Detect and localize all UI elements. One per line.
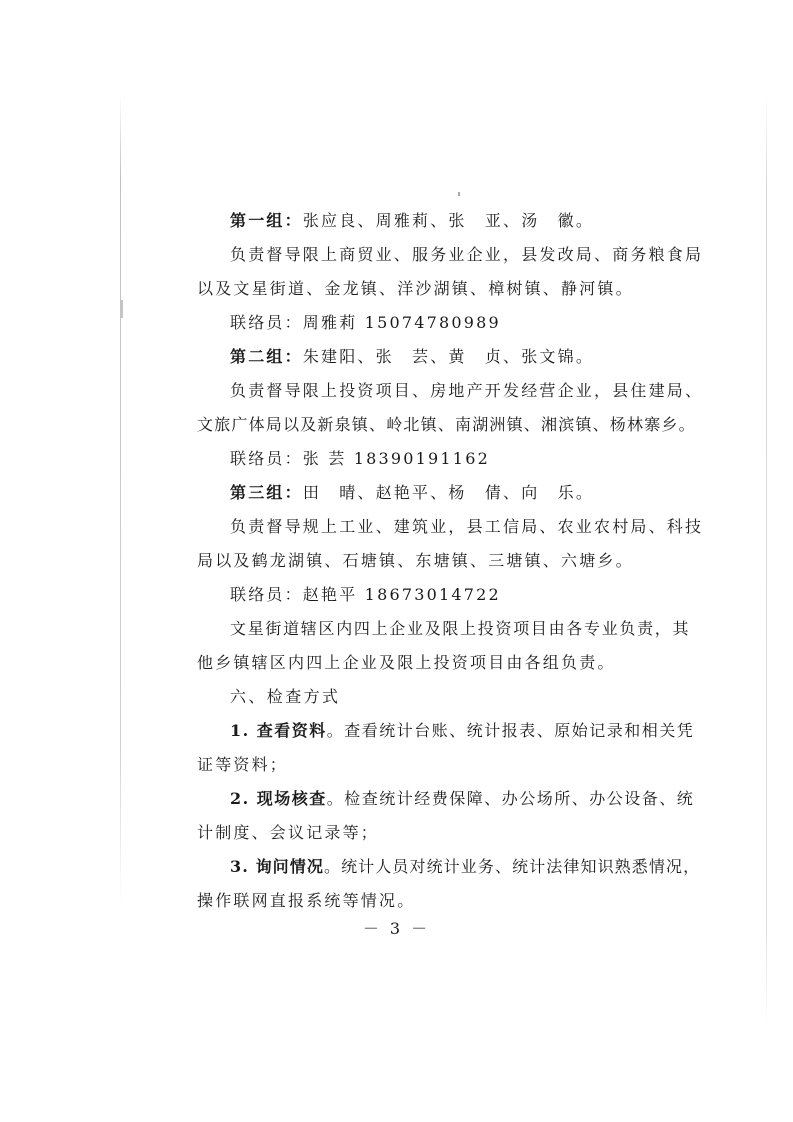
group-one-contact: 联络员：周雅莉 15074780989 xyxy=(230,313,501,332)
group-one-duty-line-2: 以及文星街道、金龙镇、洋沙湖镇、樟树镇、静河镇。 xyxy=(197,279,634,298)
group-three-duty-line-1: 负责督导规上工业、建筑业，县工信局、农业农村局、科技 xyxy=(230,517,704,536)
group-three-members xyxy=(230,483,594,503)
group-three-duty-line-2: 局以及鹤龙湖镇、石塘镇、东塘镇、三塘镇、六塘乡。 xyxy=(197,551,634,570)
group-one-label: 第一组： xyxy=(230,211,303,230)
scan-edge-right xyxy=(766,95,767,1025)
scan-dot xyxy=(458,192,460,196)
group-two-duty-line-1: 负责督导限上投资项目、房地产开发经营企业，县住建局、 xyxy=(230,381,704,400)
method-item-1-title: 1. 查看资料 xyxy=(230,721,327,740)
group-one-names: 张应良、周雅莉、张 亚、汤 徽。 xyxy=(302,211,595,230)
method-item-3 xyxy=(230,857,700,877)
method-item-2-title: 2. 现场核查 xyxy=(230,789,327,808)
responsibility-note-line-1: 文星街道辖区内四上企业及限上投资项目由各专业负责，其 xyxy=(230,619,691,638)
page-number: － 3 － xyxy=(362,919,431,938)
group-two-duty-line-2: 文旅广体局以及新泉镇、岭北镇、南湖洲镇、湘滨镇、杨林寨乡。 xyxy=(197,415,696,434)
method-item-2 xyxy=(230,789,694,809)
method-item-1 xyxy=(230,721,694,741)
method-item-1-continuation: 证等资料； xyxy=(197,755,289,774)
group-two-contact: 联络员：张 芸 18390191162 xyxy=(230,449,490,468)
group-two-label: 第二组： xyxy=(230,347,303,366)
section-heading: 六、检查方式 xyxy=(230,687,341,706)
group-three-names: 田 晴、赵艳平、杨 倩、向 乐。 xyxy=(302,483,595,502)
group-three-contact: 联络员：赵艳平 18673014722 xyxy=(230,585,501,604)
method-item-3-text: 。统计人员对统计业务、统计法律知识熟悉情况， xyxy=(323,857,701,876)
group-one-members xyxy=(230,211,594,231)
method-item-2-text: 。检查统计经费保障、办公场所、办公设备、统 xyxy=(326,789,695,808)
group-three-label: 第三组： xyxy=(230,483,303,502)
group-one-duty-line-1: 负责督导限上商贸业、服务业企业，县发改局、商务粮食局 xyxy=(230,245,704,264)
method-item-3-title: 3. 询问情况 xyxy=(230,857,324,876)
method-item-2-continuation: 计制度、会议记录等； xyxy=(197,823,380,842)
scan-edge-left xyxy=(120,95,121,905)
method-item-1-text: 。查看统计台账、统计报表、原始记录和相关凭 xyxy=(326,721,695,740)
scan-mark xyxy=(121,300,123,318)
group-two-names: 朱建阳、张 芸、黄 贞、张文锦。 xyxy=(302,347,595,366)
responsibility-note-line-2: 他乡镇辖区内四上企业及限上投资项目由各组负责。 xyxy=(197,653,616,672)
group-two-members xyxy=(230,347,594,367)
method-item-3-continuation: 操作联网直报系统等情况。 xyxy=(197,891,416,910)
